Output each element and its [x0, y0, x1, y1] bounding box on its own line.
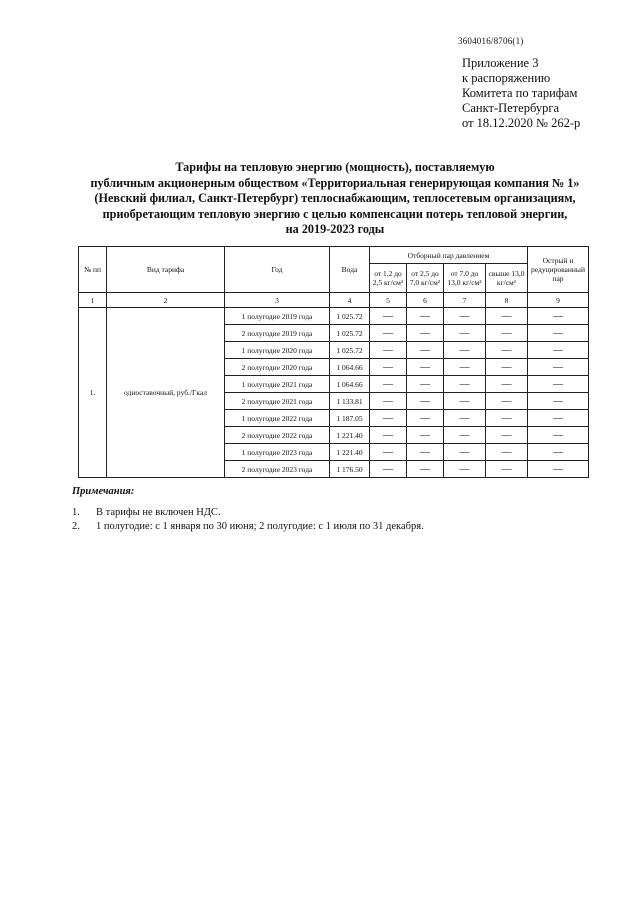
water-tariff-cell: 1 176.50: [330, 461, 370, 478]
empty-dash-cell: —: [486, 410, 528, 427]
row-number-cell: 1.: [79, 308, 107, 478]
note-number: 1.: [72, 507, 80, 518]
empty-dash-cell: —: [528, 359, 589, 376]
empty-dash-cell: —: [486, 376, 528, 393]
title-line: (Невский филиал, Санкт-Петербург) теплоснабжающим, теплосетевым организациям,: [94, 191, 576, 205]
appendix-line: к распоряжению: [462, 71, 551, 85]
empty-dash-cell: —: [444, 325, 486, 342]
empty-dash-cell: —: [407, 359, 444, 376]
column-number: 1: [79, 293, 107, 308]
tariff-type-cell: одноставочный, руб./Гкал: [107, 308, 225, 478]
empty-dash-cell: —: [486, 444, 528, 461]
year-cell: 1 полугодие 2020 года: [225, 342, 330, 359]
empty-dash-cell: —: [528, 393, 589, 410]
column-number-row: [79, 293, 589, 308]
tariff-table: [78, 246, 589, 478]
header-type: Вид тарифа: [107, 247, 225, 293]
note-number: 2.: [72, 521, 80, 532]
header-pressure-4: свыше 13,0 кг/см²: [486, 264, 528, 293]
appendix-line: Приложение 3: [462, 56, 539, 70]
empty-dash-cell: —: [407, 427, 444, 444]
empty-dash-cell: —: [528, 308, 589, 325]
column-number: 4: [330, 293, 370, 308]
empty-dash-cell: —: [486, 461, 528, 478]
table-row: [79, 308, 589, 325]
empty-dash-cell: —: [370, 393, 407, 410]
document-number: 3604016/8706(1): [458, 36, 524, 46]
empty-dash-cell: —: [528, 342, 589, 359]
note-item: [72, 520, 424, 534]
header-pressure-1: от 1,2 до 2,5 кг/см²: [370, 264, 407, 293]
header-pressure-3: от 7,0 до 13,0 кг/см²: [444, 264, 486, 293]
empty-dash-cell: —: [486, 308, 528, 325]
empty-dash-cell: —: [407, 444, 444, 461]
water-tariff-cell: 1 187.05: [330, 410, 370, 427]
header-water: Вода: [330, 247, 370, 293]
document-title: [70, 160, 600, 238]
appendix-line: Комитета по тарифам: [462, 86, 578, 100]
empty-dash-cell: —: [370, 410, 407, 427]
title-line: Тарифы на тепловую энергию (мощность), поставляемую: [175, 160, 495, 174]
empty-dash-cell: —: [407, 342, 444, 359]
appendix-block: [462, 56, 580, 131]
header-sharp-steam: Острый и редуцированный пар: [528, 247, 589, 293]
column-number: 2: [107, 293, 225, 308]
column-number: 3: [225, 293, 330, 308]
empty-dash-cell: —: [528, 444, 589, 461]
empty-dash-cell: —: [486, 427, 528, 444]
empty-dash-cell: —: [528, 325, 589, 342]
header-num: № пп: [79, 247, 107, 293]
empty-dash-cell: —: [528, 461, 589, 478]
empty-dash-cell: —: [370, 427, 407, 444]
title-line: приобретающим тепловую энергию с целью компенсации потерь тепловой энергии,: [102, 206, 568, 221]
title-line: на 2019-2023 годы: [285, 222, 385, 236]
empty-dash-cell: —: [370, 325, 407, 342]
empty-dash-cell: —: [407, 308, 444, 325]
empty-dash-cell: —: [528, 410, 589, 427]
column-number: 6: [407, 293, 444, 308]
year-cell: 1 полугодие 2019 года: [225, 308, 330, 325]
header-row: [79, 247, 589, 264]
empty-dash-cell: —: [486, 325, 528, 342]
empty-dash-cell: —: [370, 342, 407, 359]
column-number: 5: [370, 293, 407, 308]
header-pressure-2: от 2,5 до 7,0 кг/см²: [407, 264, 444, 293]
year-cell: 1 полугодие 2021 года: [225, 376, 330, 393]
water-tariff-cell: 1 133.81: [330, 393, 370, 410]
empty-dash-cell: —: [444, 461, 486, 478]
year-cell: 2 полугодие 2021 года: [225, 393, 330, 410]
empty-dash-cell: —: [444, 359, 486, 376]
notes-title: Примечания:: [72, 486, 135, 497]
empty-dash-cell: —: [407, 461, 444, 478]
empty-dash-cell: —: [370, 376, 407, 393]
year-cell: 2 полугодие 2023 года: [225, 461, 330, 478]
column-number: 8: [486, 293, 528, 308]
empty-dash-cell: —: [370, 444, 407, 461]
empty-dash-cell: —: [444, 342, 486, 359]
empty-dash-cell: —: [444, 308, 486, 325]
empty-dash-cell: —: [444, 444, 486, 461]
empty-dash-cell: —: [407, 393, 444, 410]
note-text: 1 полугодие: с 1 января по 30 июня; 2 полугодие: с 1 июля по 31 декабря.: [96, 521, 424, 532]
title-line: публичным акционерным обществом «Территориальная генерирующая компания № 1»: [90, 175, 580, 190]
header-year: Год: [225, 247, 330, 293]
water-tariff-cell: 1 064.66: [330, 359, 370, 376]
year-cell: 2 полугодие 2022 года: [225, 427, 330, 444]
empty-dash-cell: —: [486, 342, 528, 359]
year-cell: 1 полугодие 2023 года: [225, 444, 330, 461]
year-cell: 1 полугодие 2022 года: [225, 410, 330, 427]
appendix-line: от 18.12.2020 № 262-р: [462, 116, 581, 130]
empty-dash-cell: —: [444, 427, 486, 444]
empty-dash-cell: —: [528, 427, 589, 444]
note-item: [72, 506, 424, 520]
empty-dash-cell: —: [486, 359, 528, 376]
header-steam-group: Отборный пар давлением: [370, 247, 528, 264]
note-text: В тарифы не включен НДС.: [96, 507, 221, 518]
column-number: 9: [528, 293, 589, 308]
empty-dash-cell: —: [407, 376, 444, 393]
water-tariff-cell: 1 025.72: [330, 308, 370, 325]
column-number: 7: [444, 293, 486, 308]
empty-dash-cell: —: [486, 393, 528, 410]
empty-dash-cell: —: [444, 376, 486, 393]
water-tariff-cell: 1 064.66: [330, 376, 370, 393]
empty-dash-cell: —: [370, 308, 407, 325]
empty-dash-cell: —: [370, 461, 407, 478]
appendix-line: Санкт-Петербурга: [462, 101, 560, 115]
empty-dash-cell: —: [407, 410, 444, 427]
empty-dash-cell: —: [407, 325, 444, 342]
year-cell: 2 полугодие 2019 года: [225, 325, 330, 342]
water-tariff-cell: 1 221.40: [330, 444, 370, 461]
empty-dash-cell: —: [444, 410, 486, 427]
notes-list: [72, 506, 424, 534]
empty-dash-cell: —: [528, 376, 589, 393]
water-tariff-cell: 1 025.72: [330, 342, 370, 359]
empty-dash-cell: —: [444, 393, 486, 410]
water-tariff-cell: 1 221.40: [330, 427, 370, 444]
empty-dash-cell: —: [370, 359, 407, 376]
year-cell: 2 полугодие 2020 года: [225, 359, 330, 376]
water-tariff-cell: 1 025.72: [330, 325, 370, 342]
